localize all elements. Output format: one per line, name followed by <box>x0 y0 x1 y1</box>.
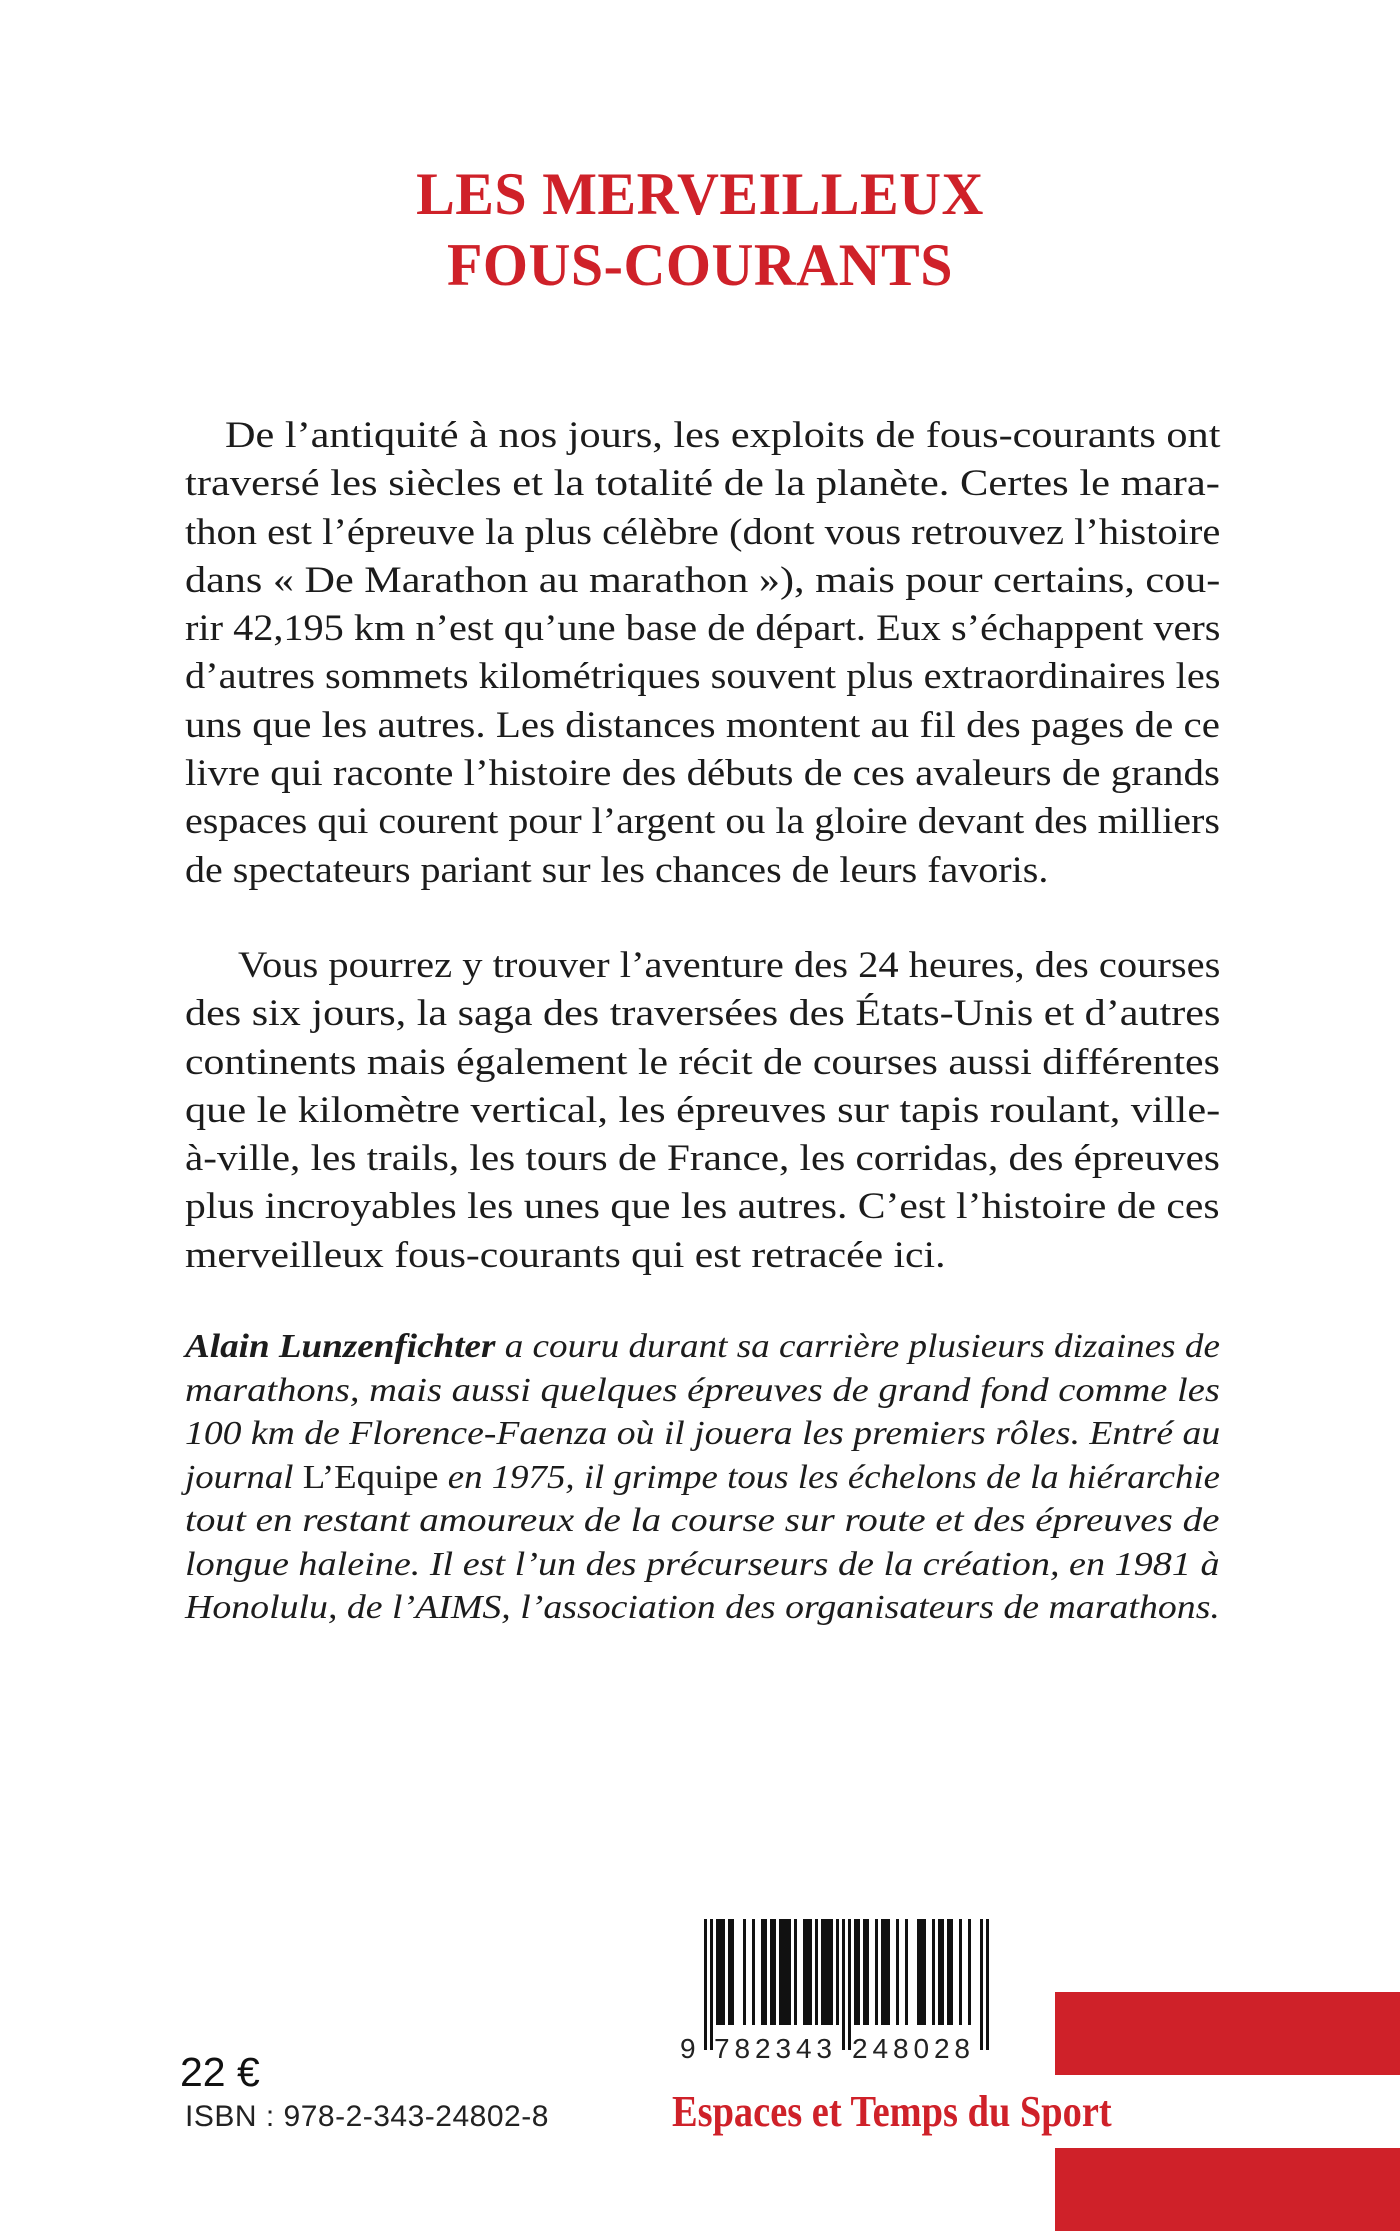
decorative-red-bar-top <box>1055 1992 1400 2075</box>
bio-line: journal L’Equipe en 1975, il grimpe tous les échelons de la hiérarchie <box>185 1458 1221 1496</box>
series-name: Espaces et Temps du Sport <box>672 2087 1112 2136</box>
text-line: plus incroyables les unes que les autres. C’est l’histoire de ces <box>185 1186 1220 1228</box>
text-line: espaces qui courent pour l’argent ou la gloire devant des milliers <box>185 801 1220 843</box>
author-name: Alain Lunzenfichter <box>185 1328 496 1365</box>
text-line: De l’antiquité à nos jours, les exploits de fous-courants ont <box>225 415 1221 456</box>
bio-line: Alain Lunzenfichter a couru durant sa carrière plusieurs dizaines de <box>185 1328 1220 1365</box>
barcode-digits-right: 248028 <box>852 2033 970 2064</box>
text-line: uns que les autres. Les distances montent au fil des pages de ce <box>185 704 1220 746</box>
text-line: Vous pourrez y trouver l’aventure des 24 heures, des courses <box>238 945 1221 986</box>
text-line: rir 42,195 km n’est qu’une base de départ. Eux s’échappent vers <box>185 608 1221 650</box>
text-line: traversé les siècles et la totalité de la planète. Certes le mara- <box>185 463 1220 505</box>
text-line: merveilleux fous-courants qui est retracée ici. <box>185 1234 946 1276</box>
decorative-red-bar-bottom <box>1055 2148 1400 2231</box>
blurb-paragraph-1 <box>185 412 1220 895</box>
author-bio <box>185 1325 1220 1630</box>
bio-line: longue haleine. Il est l’un des précurseurs de la création, en 1981 à <box>185 1545 1220 1583</box>
title-line-2: FOUS-COURANTS <box>447 230 953 299</box>
bio-line: Honolulu, de l’AIMS, l’association des organisateurs de marathons. <box>185 1589 1220 1626</box>
bio-line: tout en restant amoureux de la course sur route et des épreuves de <box>185 1502 1220 1539</box>
text-line: des six jours, la saga des traversées des États-Unis et d’autres <box>185 993 1221 1035</box>
text-line: de spectateurs pariant sur les chances de leurs favoris. <box>185 849 1049 891</box>
text-line: livre qui raconte l’histoire des débuts de ces avaleurs de grands <box>185 753 1220 795</box>
blurb-paragraph-2 <box>185 942 1220 1280</box>
isbn-number: ISBN : 978-2-343-24802-8 <box>185 2100 549 2133</box>
text-line: que le kilomètre vertical, les épreuves sur tapis roulant, ville- <box>185 1089 1221 1131</box>
bio-line: 100 km de Florence-Faenza où il jouera les premiers rôles. Entré au <box>185 1415 1221 1452</box>
text-line: continents mais également le récit de courses aussi différentes <box>185 1041 1220 1083</box>
text-line: à-ville, les trails, les tours de France, les corridas, des épreuves <box>185 1138 1220 1180</box>
barcode-digit-first: 9 <box>680 2033 696 2064</box>
journal-name: L’Equipe <box>302 1458 439 1496</box>
bio-line: marathons, mais aussi quelques épreuves de grand fond comme les <box>185 1371 1220 1409</box>
text-line: thon est l’épreuve la plus célèbre (dont vous retrouvez l’histoire <box>185 511 1221 553</box>
text-line: dans « De Marathon au marathon »), mais pour certains, cou- <box>185 559 1221 601</box>
isbn-barcode <box>676 1916 996 2066</box>
title-line-1: LES MERVEILLEUX <box>416 159 984 228</box>
book-title <box>0 158 1400 300</box>
text-line: d’autres sommets kilométriques souvent plus extraordinaires les <box>185 656 1221 698</box>
barcode-digits-left: 782343 <box>714 2033 832 2064</box>
price: 22 € <box>180 2049 260 2095</box>
